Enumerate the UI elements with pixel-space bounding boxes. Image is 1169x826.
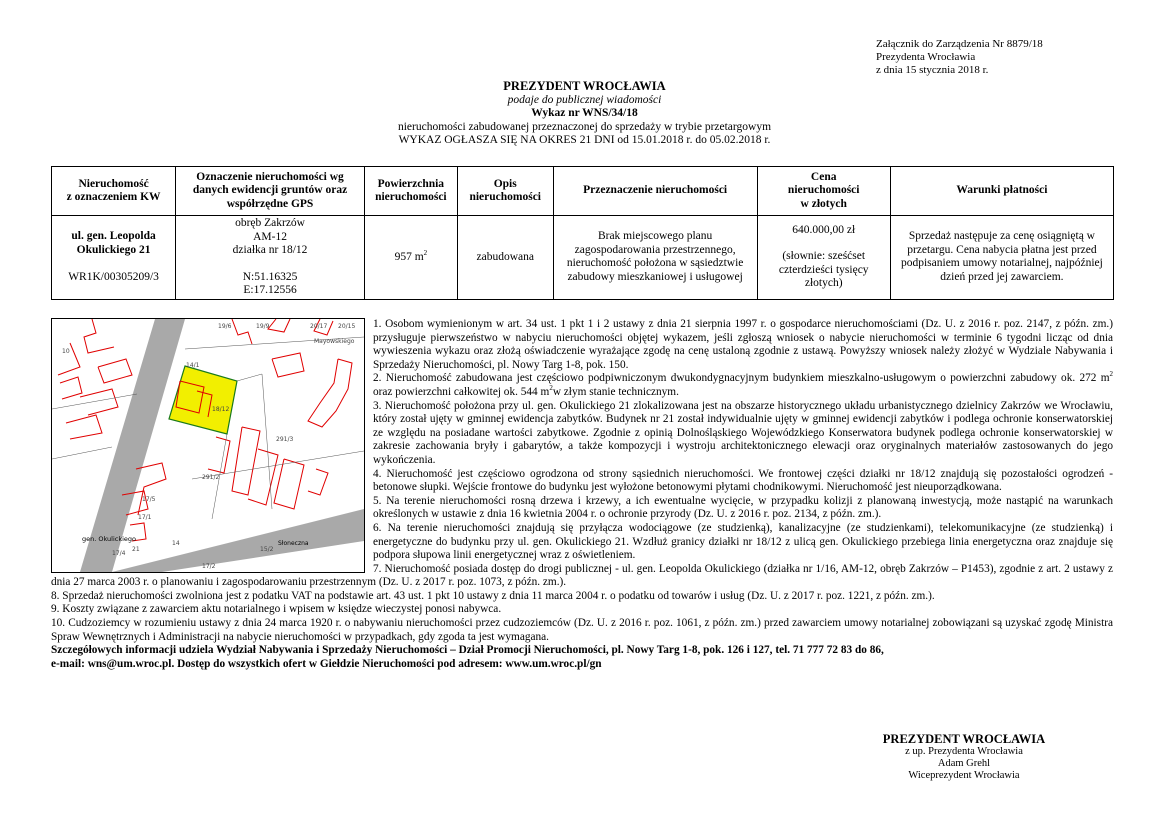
condition-10: 10. Cudzoziemcy w rozumieniu ustawy z dnia 24 marca 1920 r. o nabywaniu nieruchomości przez cudzoziemców (Dz. U. z 2016 r. poz. 1061, z późn. zm.) przed zawarciem umowy notarialnej zobowiązani są uzyskać zgodę Ministra Spraw Wewnętrznych i Administracji na nabycie nieruchomości w przypadkach, gdy zgoda ta jest wymagana. <box>51 617 1113 643</box>
price-value: 640.000,00 zł <box>792 223 856 236</box>
svg-text:15/2: 15/2 <box>260 546 274 553</box>
cell-area: 957 $m^2$ <box>364 216 457 300</box>
svg-text:17/5: 17/5 <box>142 496 156 503</box>
gps-n: N:51.16325 <box>242 270 298 283</box>
signature-block <box>854 733 1074 782</box>
col-header-area: Powierzchnia nieruchomości <box>364 167 457 216</box>
cell-price <box>757 216 890 300</box>
land-register-number: WR1K/00305209/3 <box>68 271 159 283</box>
signature-role: Wiceprezydent Wrocławia <box>908 770 1020 781</box>
svg-text:gen. Okulickiego: gen. Okulickiego <box>82 535 137 543</box>
condition-5: 5. Na terenie nieruchomości rosną drzewa i krzewy, a ich ewentualne wycięcie, w przypadku kolizji z planowaną inwestycją, może nastąpić na warunkach określonych w ustawie z dnia 16 kwietnia 2004 r. o ochronie przyrody (Dz. U. z 2016 r. poz. 2134, z późn. zm.). <box>373 494 1113 521</box>
col-header-price: Cena nieruchomości w złotych <box>757 167 890 216</box>
list-number: Wykaz nr WNS/34/18 <box>531 107 638 119</box>
condition-6: 6. Na terenie nieruchomości znajdują się przyłącza wodociągowe (ze studzienką), kanalizacyjne (ze studzienkami), telekomunikacyjne (ze studzienką) i energetyczne do budynku przy ul. gen. Okulickiego 21. Wzdłuż granicy działki nr 18/12 z ulicą gen. Okulickiego przebiega linia energetyczna oraz znajduje się podpora słupowa linii energetycznej wraz z oświetleniem. <box>373 521 1113 562</box>
property-table <box>51 166 1114 300</box>
signature-name: Adam Grehl <box>937 758 991 769</box>
map-drawing <box>52 319 364 572</box>
cell-payment: Sprzedaż następuje za cenę osiągniętą w przetargu. Cena nabycia płatna jest przed podpisaniem umowy notarialnej, najpóźniej dzień przed jej zawarciem. <box>890 216 1113 300</box>
svg-text:10: 10 <box>62 348 70 355</box>
condition-1: 1. Osobom wymienionym w art. 34 ust. 1 pkt 1 i 2 ustawy z dnia 21 sierpnia 1997 r. o gospodarce nieruchomościami (Dz. U. z 2016 r. poz. 2147, z późn. zm.) przysługuje pierwszeństwo w nabyciu nieruchomości objętej wykazem, jeśli zgłoszą wniosek o nabycie nieruchomości w terminie 6 tygodni licząc od dnia wywieszenia wykazu oraz złożą oświadczenie wyrażające zgodę na cenę ustaloną zgodnie z ustawą. Powyższy wniosek należy złożyć w Wydziale Nabywania i Sprzedaży Nieruchomości, pl. Nowy Targ 1-8, pok. 150. <box>373 318 1113 371</box>
condition-8: 8. Sprzedaż nieruchomości zwolniona jest z podatku VAT na podstawie art. 43 ust. 1 pkt 10 ustawy z dnia 11 marca 2004 r. o podatku od towarów i usług (Dz. U. z 2017 r. poz. 1221, z późn. zm.). <box>51 589 935 602</box>
col-header-description: Opis nieruchomości <box>457 167 553 216</box>
attachment-line: z dnia 15 stycznia 2018 r. <box>876 64 989 76</box>
svg-text:14/1: 14/1 <box>186 362 200 369</box>
condition-2: 2. Nieruchomość zabudowana jest częściowo podpiwniczonym dwukondygnacyjnym budynkiem mieszkalno-usługowym o powierzchni zabudowy ok. 272 $m^2$ oraz powierzchni całkowitej ok. 544 $m^2w$ złym stanie technicznym. <box>373 370 1113 398</box>
location-map <box>51 318 365 573</box>
table-row <box>52 216 1114 300</box>
header-subtitle: podaje do publicznej wiadomości <box>507 93 662 106</box>
condition-3: 3. Nieruchomość położona przy ul. gen. Okulickiego 21 zlokalizowana jest na obszarze historycznego układu urbanistycznego dzielnicy Zakrzów we Wrocławiu, który został ujęty w gminnej ewidencja zabytków. Budynek nr 21 został indywidualnie ujęty w gminnej ewidencji zabytków i podlega ochronie konserwatorskiej ze względu na posiadane wartości zabytkowe. Zgodnie z opinią Dolnośląskiego Wojewódzkiego Konserwatora budynek podlega ochronie konserwatorskiej w zakresie zachowania bryły i gabarytów, a także kompozycji i wystroju architektonicznego elewacji oraz oryginalnych materiałów zastosowanych do jego wykończenia. <box>373 399 1113 466</box>
col-header-property: Nieruchomość z oznaczeniem KW <box>52 167 176 216</box>
svg-text:17/2: 17/2 <box>202 563 216 570</box>
col-header-purpose: Przeznaczenie nieruchomości <box>553 167 757 216</box>
document-header <box>0 80 1169 148</box>
svg-text:20/15: 20/15 <box>338 323 356 330</box>
col-header-designation: Oznaczenie nieruchomości wg danych ewidencji gruntów oraz współrzędne GPS <box>176 167 365 216</box>
col-header-payment: Warunki płatności <box>890 167 1113 216</box>
svg-text:19/6: 19/6 <box>218 323 232 330</box>
svg-text:18/12: 18/12 <box>212 406 230 413</box>
attachment-line: Prezydenta Wrocławia <box>876 51 976 63</box>
condition-9: 9. Koszty związane z zawarciem aktu notarialnego i wpisem w księdze wieczystej ponosi nabywca. <box>51 603 502 616</box>
header-period: WYKAZ OGŁASZA SIĘ NA OKRES 21 DNI od 15.01.2018 r. do 05.02.2018 r. <box>398 134 771 146</box>
contact-info-1: Szczegółowych informacji udziela Wydział Nabywania i Sprzedaży Nieruchomości – Dział Promocji Nieruchomości, pl. Nowy Targ 1-8, pok. 126 i 127, tel. 71 777 72 83 do 86, <box>51 644 884 657</box>
attachment-line: Załącznik do Zarządzenia Nr 8879/18 <box>876 38 1043 50</box>
svg-text:Słoneczna: Słoneczna <box>278 540 309 547</box>
cell-purpose: Brak miejscowego planu zagospodarowania przestrzennego, nieruchomość położona w sąsiedztwie zabudowy mieszkaniowej i usługowej <box>553 216 757 300</box>
svg-text:291/2: 291/2 <box>202 474 220 481</box>
cell-designation: obręb Zakrzów AM-12 działka nr 18/12 N:51.16325 E:17.12556 <box>176 216 365 300</box>
svg-text:21: 21 <box>132 546 140 553</box>
condition-7: 7. Nieruchomość posiada dostęp do drogi publicznej - ul. gen. Leopolda Okulickiego (działka nr 1/16, AM-12, obręb Zakrzów – P1453), zgodnie z art. 2 ustawy z dnia 27 marca 2003 r. o planowaniu i zagospodarowaniu przestrzennym (Dz. U. z 2017 r. poz. 1073, z późn. zm.). <box>51 562 1113 589</box>
svg-text:17/4: 17/4 <box>112 550 126 557</box>
header-title: PREZYDENT WROCŁAWIA <box>503 79 666 93</box>
price-words: (słownie: sześćset czterdzieści tysięcy złotych) <box>778 250 869 290</box>
attachment-note <box>876 38 1043 77</box>
svg-text:291/3: 291/3 <box>276 436 294 443</box>
svg-text:Mayowskiego: Mayowskiego <box>314 338 355 345</box>
cell-description: zabudowana <box>457 216 553 300</box>
svg-text:19/9: 19/9 <box>256 323 270 330</box>
table-header-row <box>52 167 1114 216</box>
header-description: nieruchomości zabudowanej przeznaczonej do sprzedaży w trybie przetargowym <box>397 120 772 133</box>
signature-title: PREZYDENT WROCŁAWIA <box>882 732 1046 746</box>
cell-property: ul. gen. Leopolda Okulickiego 21 WR1K/00305209/3 <box>52 216 176 300</box>
contact-info-2: e-mail: wns@um.wroc.pl. Dostęp do wszystkich ofert w Giełdzie Nieruchomości pod adresem: www.um.wroc.pl/gn <box>51 657 602 670</box>
svg-text:14: 14 <box>172 540 180 547</box>
svg-text:20/17: 20/17 <box>310 323 328 330</box>
svg-text:17/1: 17/1 <box>138 514 152 521</box>
signature-line: z up. Prezydenta Wrocławia <box>905 746 1023 757</box>
gps-e: E:17.12556 <box>243 284 297 296</box>
condition-4: 4. Nieruchomość jest częściowo ogrodzona od strony sąsiednich nieruchomości. We frontowej części działki nr 18/12 znajdują się pozostałości ogrodzeń - betonowe słupki. Wejście frontowe do budynku jest wyłożone betonowymi płytami chodnikowymi. Nieruchomość jest nieuporządkowana. <box>373 467 1113 494</box>
